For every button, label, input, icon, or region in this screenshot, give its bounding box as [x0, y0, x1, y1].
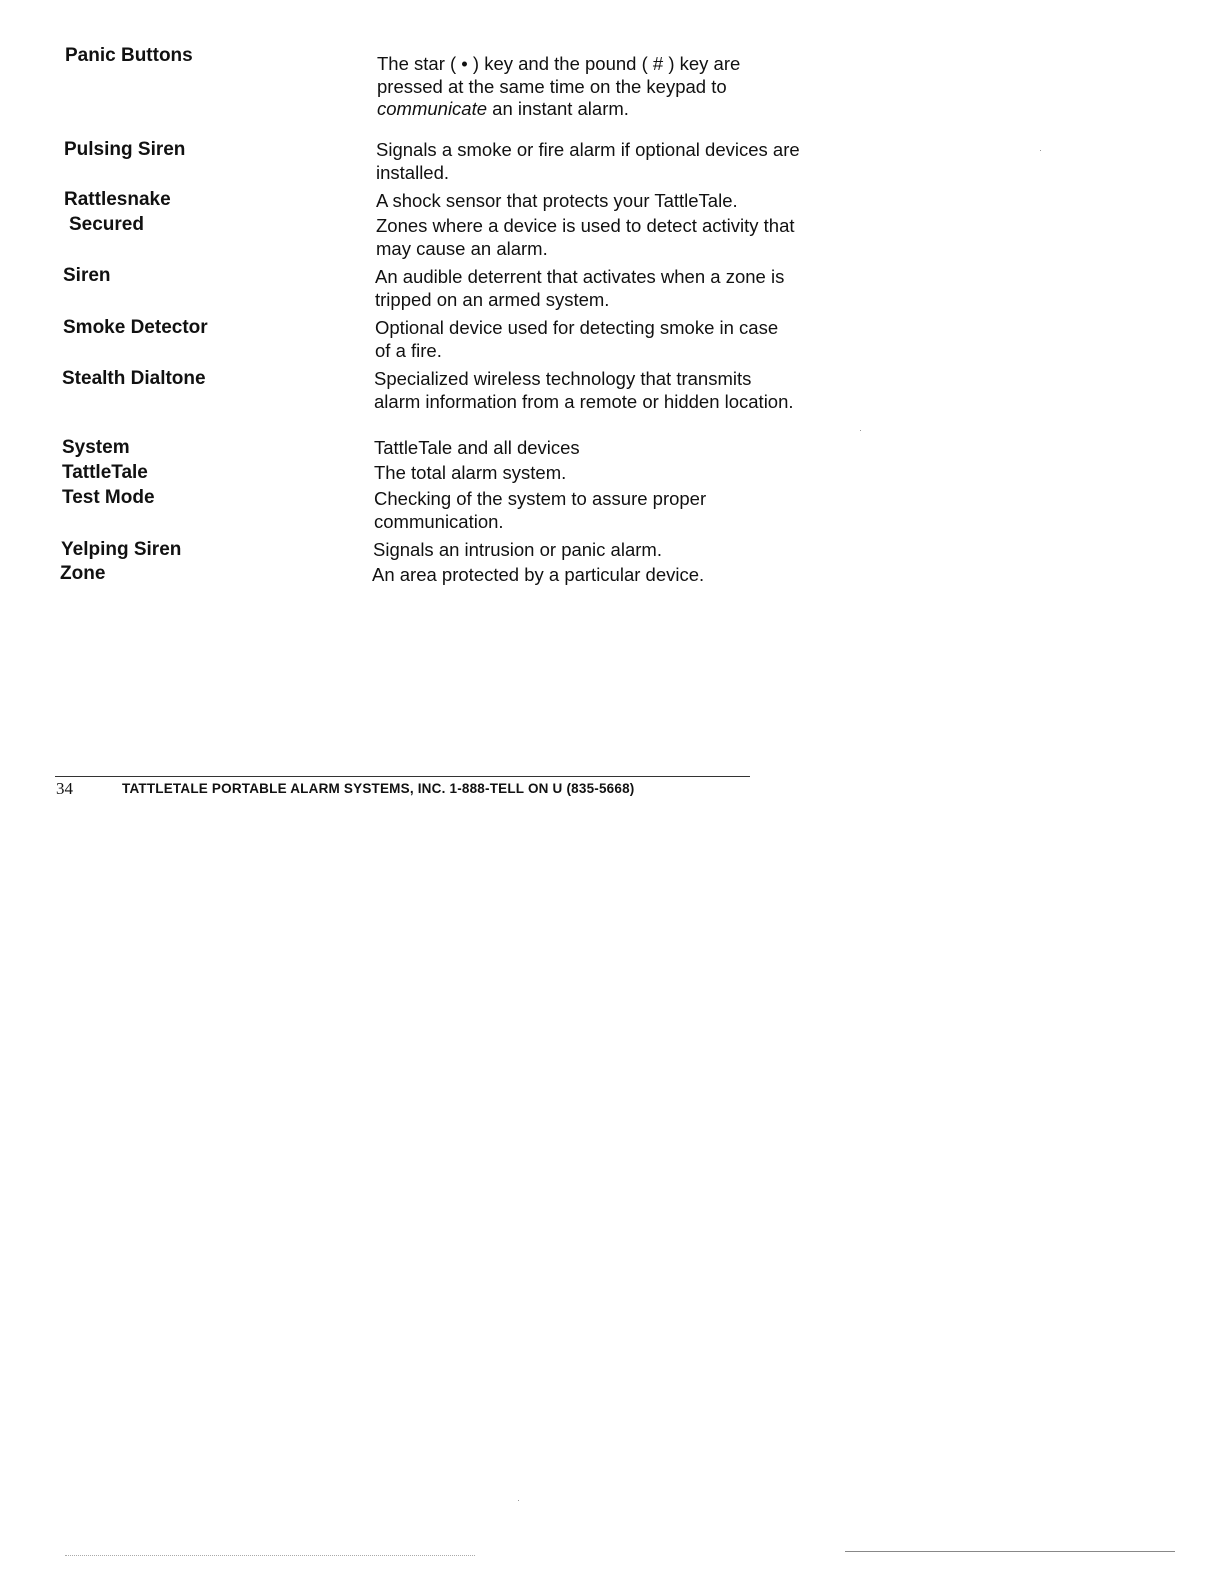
glossary-definition: Signals a smoke or fire alarm if optional devices are installed.: [376, 139, 800, 183]
glossary-term: System: [62, 437, 130, 458]
scan-artifact-line: [65, 1555, 475, 1556]
glossary-definition: The star ( • ) key and the pound ( # ) key are pressed at the same time on the keypad to communicate an instant alarm.: [377, 53, 741, 119]
glossary-term: Test Mode: [62, 487, 155, 508]
glossary-definition: Checking of the system to assure proper communication.: [374, 488, 707, 532]
glossary-term: Yelping Siren: [61, 539, 182, 560]
scan-artifact-dot: [518, 1500, 519, 1501]
scan-artifact-line: [845, 1551, 1175, 1552]
glossary-definition: Optional device used for detecting smoke in case of a fire.: [375, 317, 779, 361]
glossary-term: Secured: [69, 214, 144, 235]
glossary-term: Zone: [60, 563, 106, 584]
glossary-term: Pulsing Siren: [64, 139, 186, 160]
footer-text: TATTLETALE PORTABLE ALARM SYSTEMS, INC. 1-888-TELL ON U (835-5668): [122, 781, 635, 796]
glossary-definition: The total alarm system.: [374, 462, 567, 483]
footer-rule: [55, 776, 750, 777]
glossary-definition: A shock sensor that protects your TattleTale.: [376, 190, 738, 211]
glossary-definition: An area protected by a particular device.: [372, 564, 705, 585]
page-number: 34: [56, 779, 73, 798]
glossary-definition: Signals an intrusion or panic alarm.: [373, 539, 662, 560]
glossary-term: TattleTale: [62, 462, 148, 483]
glossary-term: Panic Buttons: [65, 45, 193, 66]
glossary-term: Siren: [63, 265, 111, 286]
glossary-definition: Specialized wireless technology that transmits alarm information from a remote or hidden location.: [374, 368, 794, 412]
glossary-term: Stealth Dialtone: [62, 368, 206, 389]
glossary-definition: Zones where a device is used to detect activity that may cause an alarm.: [376, 215, 795, 259]
scan-artifact-dot: [860, 430, 861, 431]
glossary-definition: TattleTale and all devices: [374, 437, 580, 458]
scan-artifact-dot: [1040, 150, 1041, 151]
glossary-definition: An audible deterrent that activates when a zone is tripped on an armed system.: [375, 266, 785, 310]
glossary-term: Smoke Detector: [63, 317, 208, 338]
glossary-term: Rattlesnake: [64, 189, 171, 210]
